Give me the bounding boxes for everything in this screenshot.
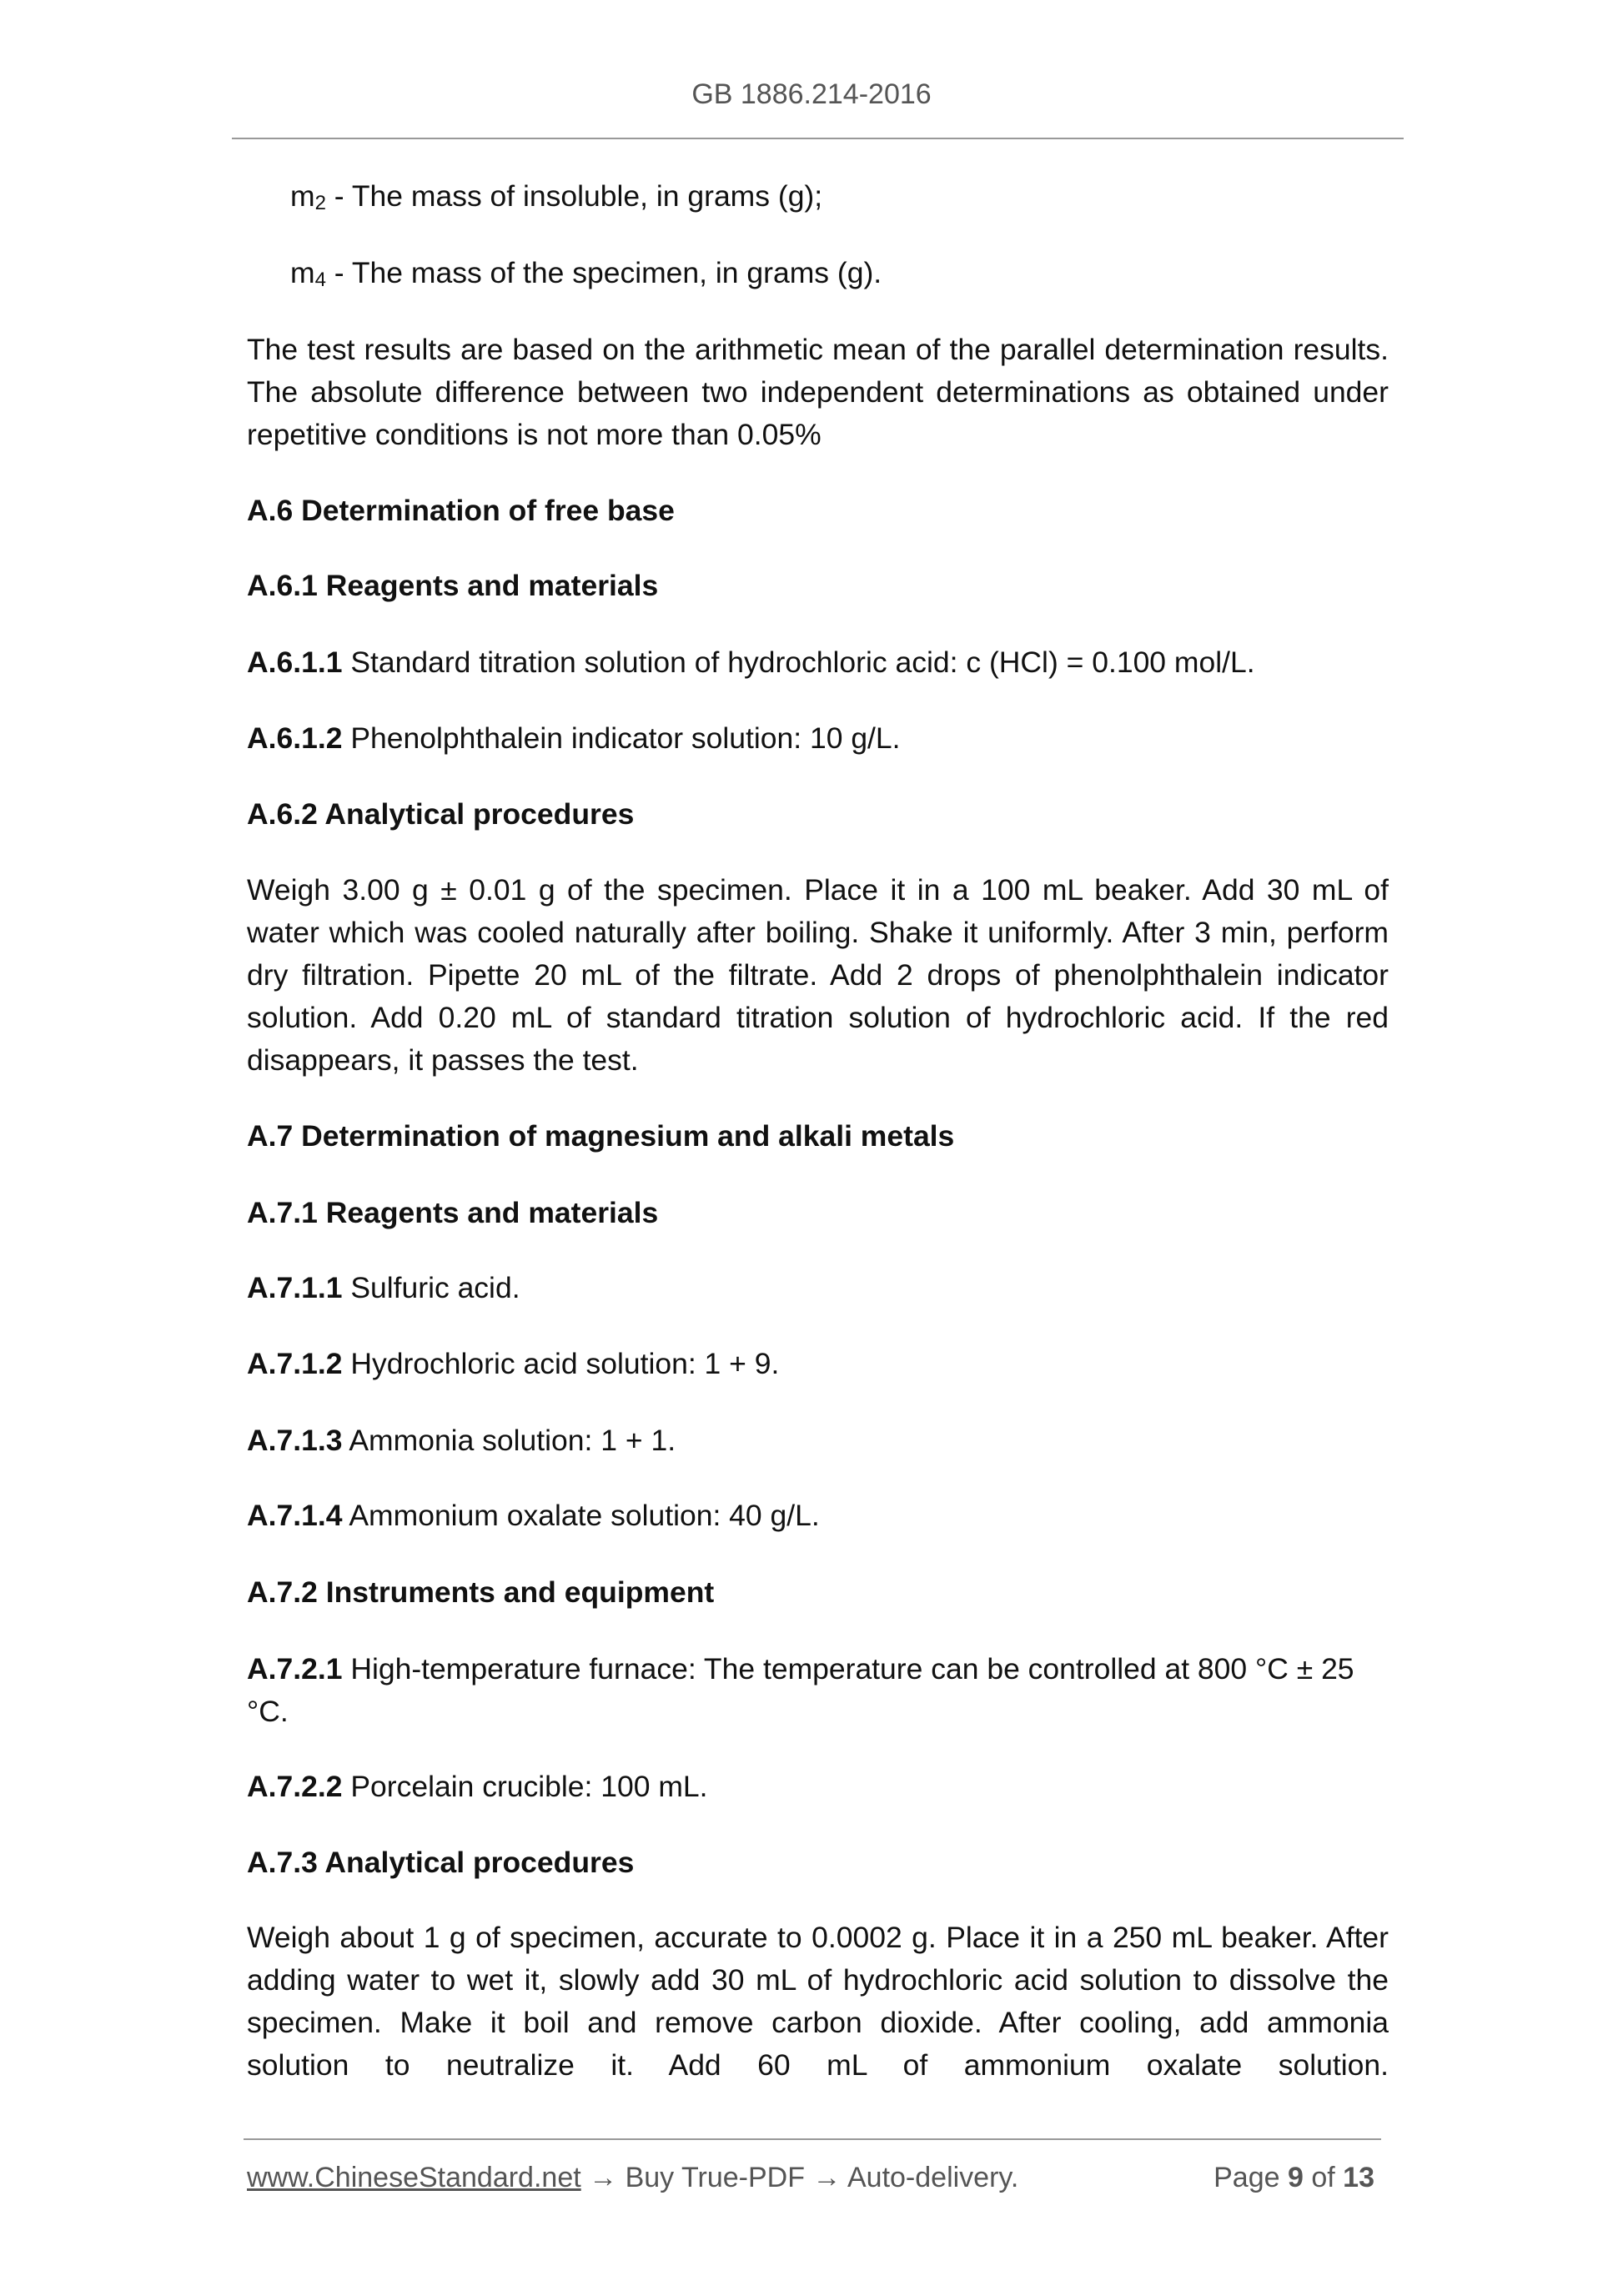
page-indicator [1213,2162,1374,2194]
item [247,1648,1389,1733]
of-label: of [1311,2162,1335,2193]
subsection-heading: A.6.1 Reagents and materials [247,569,659,602]
definition-text: - The mass of insoluble, in grams (g); [325,179,823,213]
subsection-heading: A.7.1 Reagents and materials [247,1196,659,1229]
item [247,1419,1389,1462]
subscript: 4 [314,269,326,291]
item-number: A.7.2.1 [247,1652,343,1686]
item [247,1766,1389,1808]
header-title: GB 1886.214-2016 [691,78,932,110]
item [247,641,1389,684]
item-text: Ammonia solution: 1 + 1. [342,1424,676,1457]
section-heading: A.7 Determination of magnesium and alkali metals [247,1119,955,1153]
section-heading: A.6 Determination of free base [247,494,675,527]
item-number: A.7.1.4 [247,1499,343,1532]
subsection-heading: A.6.2 Analytical procedures [247,797,635,831]
item-text: Ammonium oxalate solution: 40 g/L. [342,1499,820,1532]
subsection-heading: A.7.3 Analytical procedures [247,1846,635,1879]
footer [247,2162,1374,2194]
item-text: Sulfuric acid. [342,1271,520,1304]
item-text: Porcelain crucible: 100 mL. [342,1770,708,1803]
item-number: A.6.1.1 [247,646,343,679]
item [247,1267,1389,1309]
definition-m2 [290,175,1432,218]
definition-m4 [290,252,1432,294]
website-link[interactable]: www.ChineseStandard.net [247,2162,581,2193]
symbol: m [290,179,315,213]
footer-text: → Buy True-PDF → Auto-delivery. [580,2162,1019,2193]
item-number: A.7.1.2 [247,1347,343,1380]
subsection-heading: A.7.2 Instruments and equipment [247,1575,715,1609]
symbol: m [290,256,315,289]
page-total: 13 [1343,2162,1374,2193]
subscript: 2 [314,192,326,214]
page-label: Page [1213,2162,1280,2193]
item-text: Phenolphthalein indicator solution: 10 g/L. [342,721,901,755]
procedure-paragraph: Weigh about 1 g of specimen, accurate to 0.0002 g. Place it in a 250 mL beaker. After adding water to wet it, slowly add 30 mL of hydrochloric acid solution to dissolve the specimen. Make it boil and remove carbon dioxide. After cooling, add ammonia solution to neutralize it. Add 60 mL of ammonium oxalate solution. [247,1921,1389,2082]
item [247,717,1389,760]
header-divider [232,138,1404,139]
item-text: Standard titration solution of hydrochloric acid: c (HCl) = 0.100 mol/L. [342,646,1255,679]
item-text: Hydrochloric acid solution: 1 + 9. [342,1347,780,1380]
item-number: A.6.1.2 [247,721,343,755]
footer-divider [244,2138,1381,2140]
page-number: 9 [1287,2162,1304,2193]
item-number: A.7.1.1 [247,1271,343,1304]
procedure-paragraph: Weigh 3.00 g ± 0.01 g of the specimen. Place it in a 100 mL beaker. Add 30 mL of water which was cooled naturally after boiling. Shake it uniformly. After 3 min, perform dry filtration. Pipette 20 mL of the filtrate. Add 2 drops of phenolphthalein indicator solution. Add 0.20 mL of standard titration solution of hydrochloric acid. If the red disappears, it passes the test. [247,873,1389,1077]
item-number: A.7.2.2 [247,1770,343,1803]
item [247,1343,1389,1385]
definition-text: - The mass of the specimen, in grams (g). [325,256,882,289]
item [247,1495,1389,1537]
item-number: A.7.1.3 [247,1424,343,1457]
item-text: High-temperature furnace: The temperature can be controlled at 800 °C ± 25 °C. [247,1652,1354,1728]
results-paragraph: The test results are based on the arithmetic mean of the parallel determination results. The absolute difference between two independent determinations as obtained under repetitive conditions is not more than 0.05% [247,333,1389,451]
